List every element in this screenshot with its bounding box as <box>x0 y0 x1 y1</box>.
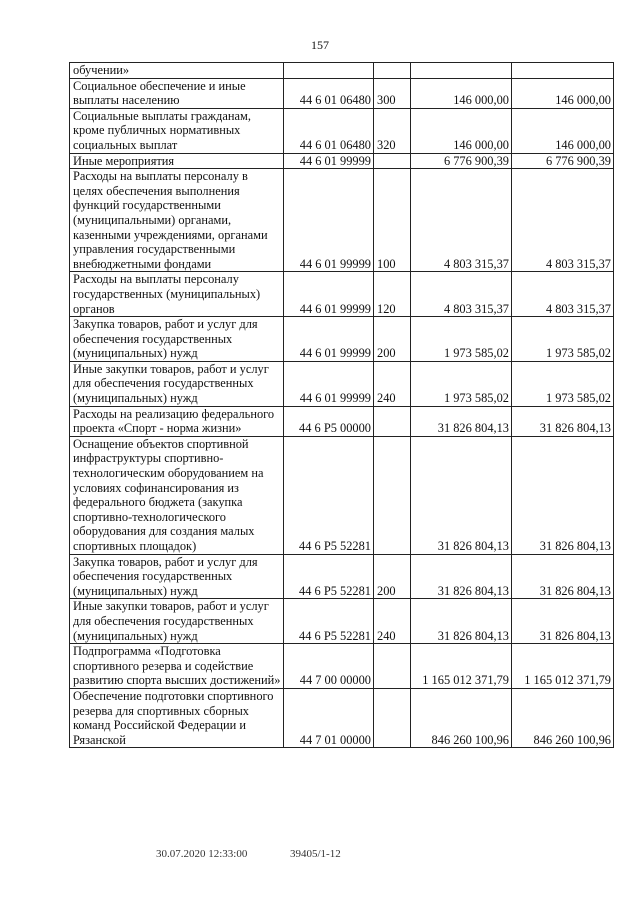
amount-executed-cell: 846 260 100,96 <box>512 688 614 747</box>
expense-name-cell: Расходы на выплаты персоналу в целях обеспечения выполнения функций государственными (муниципальными) органами, казенными учреждениями, органами управления государственными внебюджетными фондами <box>70 169 284 272</box>
amount-approved-cell: 1 165 012 371,79 <box>411 644 512 689</box>
budget-table-body <box>70 63 614 748</box>
expense-type-cell <box>374 688 411 747</box>
amount-executed-cell: 31 826 804,13 <box>512 599 614 644</box>
expense-name-cell: Расходы на выплаты персоналу государственных (муниципальных) органов <box>70 272 284 317</box>
expense-name-cell: Обеспечение подготовки спортивного резерва для спортивных сборных команд Российской Федерации и Рязанской <box>70 688 284 747</box>
expense-name-cell: Закупка товаров, работ и услуг для обеспечения государственных (муниципальных) нужд <box>70 554 284 599</box>
table-row <box>70 599 614 644</box>
target-article-code-cell: 44 6 01 99999 <box>284 317 374 362</box>
target-article-code-cell: 44 6 01 99999 <box>284 361 374 406</box>
amount-executed-cell: 4 803 315,37 <box>512 272 614 317</box>
amount-approved-cell: 146 000,00 <box>411 108 512 153</box>
amount-approved-cell <box>411 63 512 79</box>
amount-approved-cell: 6 776 900,39 <box>411 153 512 169</box>
amount-approved-cell: 1 973 585,02 <box>411 317 512 362</box>
expense-name-cell: Социальное обеспечение и иные выплаты населению <box>70 78 284 108</box>
table-row <box>70 78 614 108</box>
target-article-code-cell: 44 6 P5 52281 <box>284 554 374 599</box>
expense-name-cell: Иные закупки товаров, работ и услуг для обеспечения государственных (муниципальных) нужд <box>70 361 284 406</box>
target-article-code-cell: 44 7 01 00000 <box>284 688 374 747</box>
expense-type-cell <box>374 644 411 689</box>
target-article-code-cell: 44 6 01 99999 <box>284 272 374 317</box>
expense-type-cell: 300 <box>374 78 411 108</box>
table-row <box>70 644 614 689</box>
expense-type-cell <box>374 153 411 169</box>
footer-doc-number: 39405/1-12 <box>290 848 341 860</box>
target-article-code-cell <box>284 63 374 79</box>
table-row <box>70 554 614 599</box>
amount-executed-cell: 1 165 012 371,79 <box>512 644 614 689</box>
table-row <box>70 169 614 272</box>
amount-executed-cell: 1 973 585,02 <box>512 317 614 362</box>
footer-datetime: 30.07.2020 12:33:00 <box>156 848 248 860</box>
target-article-code-cell: 44 6 01 99999 <box>284 153 374 169</box>
table-row <box>70 272 614 317</box>
amount-approved-cell: 146 000,00 <box>411 78 512 108</box>
amount-executed-cell: 31 826 804,13 <box>512 554 614 599</box>
amount-approved-cell: 4 803 315,37 <box>411 272 512 317</box>
expense-name-cell: Иные мероприятия <box>70 153 284 169</box>
amount-executed-cell: 31 826 804,13 <box>512 436 614 554</box>
expense-type-cell <box>374 63 411 79</box>
amount-executed-cell: 146 000,00 <box>512 108 614 153</box>
budget-table <box>69 62 614 748</box>
expense-name-cell: Иные закупки товаров, работ и услуг для обеспечения государственных (муниципальных) нужд <box>70 599 284 644</box>
target-article-code-cell: 44 6 P5 52281 <box>284 599 374 644</box>
amount-approved-cell: 31 826 804,13 <box>411 599 512 644</box>
target-article-code-cell: 44 6 01 06480 <box>284 108 374 153</box>
table-row <box>70 406 614 436</box>
expense-type-cell: 200 <box>374 554 411 599</box>
amount-executed-cell: 6 776 900,39 <box>512 153 614 169</box>
expense-name-cell: Подпрограмма «Подготовка спортивного резерва и содействие развитию спорта высших достижений» <box>70 644 284 689</box>
table-row <box>70 361 614 406</box>
expense-name-cell: Расходы на реализацию федерального проекта «Спорт - норма жизни» <box>70 406 284 436</box>
expense-type-cell: 320 <box>374 108 411 153</box>
expense-name-cell: обучении» <box>70 63 284 79</box>
table-row <box>70 688 614 747</box>
amount-executed-cell: 4 803 315,37 <box>512 169 614 272</box>
amount-approved-cell: 31 826 804,13 <box>411 554 512 599</box>
amount-approved-cell: 31 826 804,13 <box>411 436 512 554</box>
expense-type-cell: 120 <box>374 272 411 317</box>
table-row <box>70 108 614 153</box>
expense-type-cell <box>374 436 411 554</box>
target-article-code-cell: 44 6 P5 00000 <box>284 406 374 436</box>
target-article-code-cell: 44 7 00 00000 <box>284 644 374 689</box>
table-row <box>70 63 614 79</box>
expense-type-cell: 240 <box>374 599 411 644</box>
table-row <box>70 317 614 362</box>
expense-type-cell: 100 <box>374 169 411 272</box>
expense-name-cell: Оснащение объектов спортивной инфраструктуры спортивно-технологическим оборудованием на условиях софинансирования из федерального бюджета (закупка спортивно-технологического оборудования для создания малых спортивных площадок) <box>70 436 284 554</box>
table-row <box>70 436 614 554</box>
table-row <box>70 153 614 169</box>
expense-name-cell: Социальные выплаты гражданам, кроме публичных нормативных социальных выплат <box>70 108 284 153</box>
amount-executed-cell <box>512 63 614 79</box>
amount-executed-cell: 146 000,00 <box>512 78 614 108</box>
expense-type-cell <box>374 406 411 436</box>
amount-approved-cell: 1 973 585,02 <box>411 361 512 406</box>
amount-executed-cell: 31 826 804,13 <box>512 406 614 436</box>
amount-approved-cell: 31 826 804,13 <box>411 406 512 436</box>
target-article-code-cell: 44 6 01 99999 <box>284 169 374 272</box>
expense-type-cell: 240 <box>374 361 411 406</box>
page-number: 157 <box>311 38 329 52</box>
amount-executed-cell: 1 973 585,02 <box>512 361 614 406</box>
amount-approved-cell: 846 260 100,96 <box>411 688 512 747</box>
target-article-code-cell: 44 6 01 06480 <box>284 78 374 108</box>
amount-approved-cell: 4 803 315,37 <box>411 169 512 272</box>
expense-type-cell: 200 <box>374 317 411 362</box>
expense-name-cell: Закупка товаров, работ и услуг для обеспечения государственных (муниципальных) нужд <box>70 317 284 362</box>
target-article-code-cell: 44 6 P5 52281 <box>284 436 374 554</box>
